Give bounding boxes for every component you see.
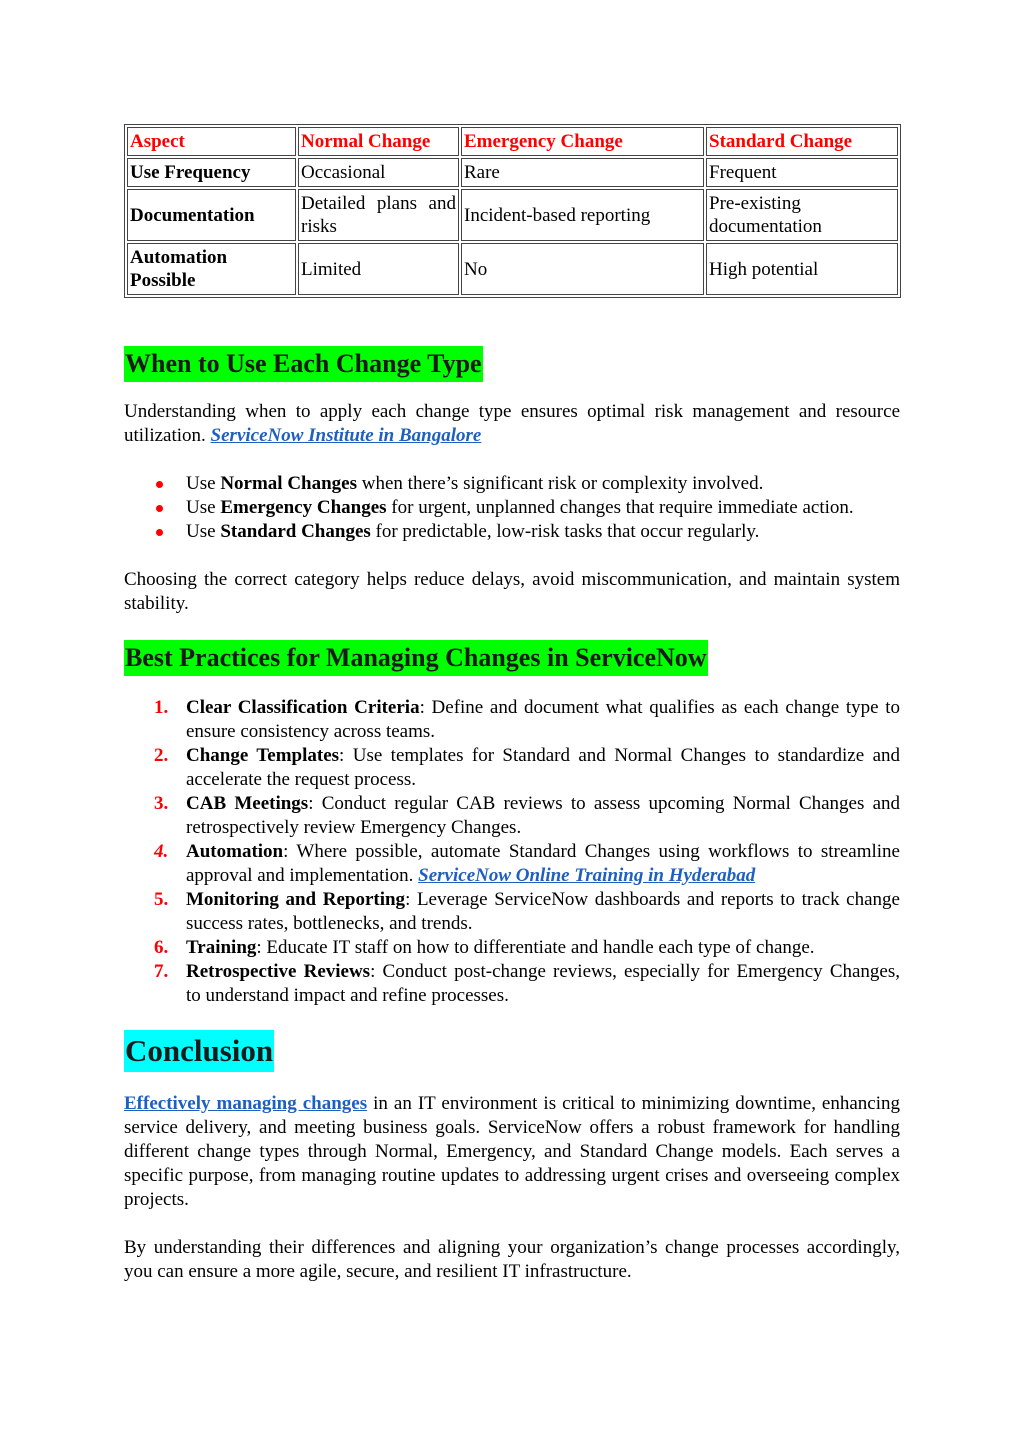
servicenow-institute-link[interactable]: ServiceNow Institute in Bangalore: [210, 425, 482, 446]
list-item: 5. Monitoring and Reporting: Leverage ServiceNow dashboards and reports to track change success rates, bottlenecks, and trends.: [154, 889, 900, 934]
bullet-icon: [156, 529, 163, 536]
change-type-bullet-list: [124, 472, 900, 544]
list-item: Use Emergency Changes for urgent, unplanned changes that require immediate action.: [124, 496, 900, 520]
table-cell-aspect: Use Frequency: [127, 158, 296, 187]
list-item: Use Normal Changes when there’s significant risk or complexity involved.: [124, 472, 900, 496]
table-cell: Detailed plans and risks: [298, 189, 459, 241]
when-intro-text: Understanding when to apply each change type ensures optimal risk management and resource utilization.: [124, 401, 900, 446]
when-intro-paragraph: [124, 400, 900, 448]
list-item: 1. Clear Classification Criteria: Define and document what qualifies as each change type to ensure consistency across teams.: [154, 697, 900, 742]
table-header-row: [127, 127, 898, 156]
table-cell: Incident-based reporting: [461, 189, 704, 241]
list-item: 6. Training: Educate IT staff on how to differentiate and handle each type of change.: [154, 937, 815, 958]
effectively-managing-changes-link[interactable]: Effectively managing changes: [124, 1093, 368, 1114]
table-row: [127, 158, 898, 187]
table-cell: Rare: [461, 158, 704, 187]
table-header-cell: Emergency Change: [461, 127, 704, 156]
table-cell-aspect: Documentation: [127, 189, 296, 241]
conclusion-paragraph-2: By understanding their differences and aligning your organization’s change processes accordingly, you can ensure a more agile, secure, and resilient IT infrastructure.: [124, 1237, 900, 1282]
when-closing-paragraph: Choosing the correct category helps reduce delays, avoid miscommunication, and maintain system stability.: [124, 569, 900, 614]
list-item: 3. CAB Meetings: Conduct regular CAB reviews to assess upcoming Normal Changes and retrospectively review Emergency Changes.: [154, 793, 901, 838]
table-header-cell: Aspect: [127, 127, 296, 156]
table-cell-aspect: Automation Possible: [127, 243, 296, 295]
table-cell: High potential: [706, 243, 898, 295]
change-comparison-table: [124, 124, 901, 298]
bullet-icon: [156, 481, 163, 488]
conclusion-paragraph-1: Effectively managing changes in an IT environment is critical to minimizing downtime, enhancing service delivery, and meeting business goals. ServiceNow offers a robust framework for handling different change types through Normal, Emergency, and Standard Change models. Each serves a specific purpose, from managing routine updates to addressing urgent crises and overseeing complex projects.: [124, 1093, 901, 1210]
list-item: 4. Automation: Where possible, automate Standard Changes using workflows to streamline approval and implementation. ServiceNow Online Training in Hyderabad: [154, 841, 900, 886]
bullet-icon: [156, 505, 163, 512]
table-row: [127, 189, 898, 241]
best-practices-heading: Best Practices for Managing Changes in ServiceNow: [124, 640, 708, 676]
table-header-cell: Standard Change: [706, 127, 898, 156]
table-header-cell: Normal Change: [298, 127, 459, 156]
conclusion-heading: Conclusion: [124, 1030, 274, 1072]
document-content: [124, 124, 900, 1284]
table-cell: Limited: [298, 243, 459, 295]
list-item: Use Standard Changes for predictable, low-risk tasks that occur regularly.: [124, 520, 900, 544]
best-practices-list: [124, 696, 900, 1008]
table-cell: Frequent: [706, 158, 898, 187]
list-item: 7. Retrospective Reviews: Conduct post-change reviews, especially for Emergency Changes, to understand impact and refine processes.: [154, 961, 900, 1006]
table-cell: Pre-existing documentation: [706, 189, 898, 241]
when-section-heading: When to Use Each Change Type: [124, 346, 483, 382]
servicenow-online-training-link[interactable]: ServiceNow Online Training in Hyderabad: [418, 865, 756, 886]
table-cell: Occasional: [298, 158, 459, 187]
list-item: 2. Change Templates: Use templates for Standard and Normal Changes to standardize and accelerate the request process.: [154, 745, 900, 790]
table-cell: No: [461, 243, 704, 295]
table-row: [127, 243, 898, 295]
